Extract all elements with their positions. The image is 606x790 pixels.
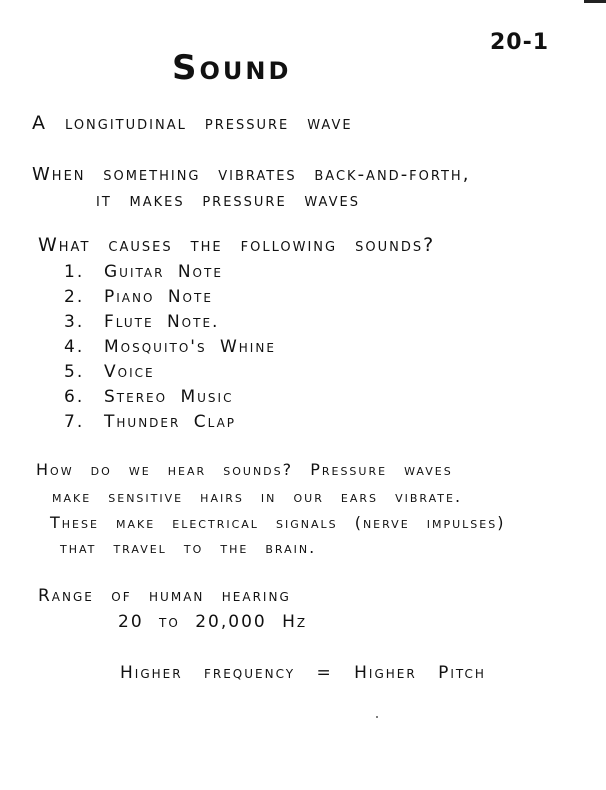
list-item [64, 412, 276, 437]
list-item [64, 387, 276, 412]
hearing-line-4: that travel to the brain. [60, 538, 317, 557]
page-number: 20-1 [490, 30, 550, 55]
list-number: 1. [64, 262, 85, 282]
definition-text: A longitudinal pressure wave [32, 112, 353, 134]
vibration-line-2: it makes pressure waves [96, 190, 360, 211]
vibration-line-1: When something vibrates back-and-forth, [32, 164, 471, 185]
list-item [64, 262, 276, 287]
list-number: 7. [64, 412, 85, 432]
list-item [64, 287, 276, 312]
list-item [64, 362, 276, 387]
list-number: 4. [64, 337, 85, 357]
scan-speck [376, 716, 378, 718]
hearing-range-value: 20 to 20,000 Hz [118, 612, 308, 632]
page-title: Sound [172, 48, 292, 88]
list-label: Mosquito's Whine [104, 337, 276, 357]
list-number: 3. [64, 312, 85, 332]
list-item [64, 312, 276, 337]
hearing-line-3: These make electrical signals (nerve impulses) [50, 513, 506, 532]
list-label: Flute Note. [104, 312, 220, 332]
corner-mark [584, 0, 606, 3]
list-label: Thunder Clap [104, 412, 237, 432]
list-number: 2. [64, 287, 85, 307]
list-number: 5. [64, 362, 85, 382]
hearing-line-2: make sensitive hairs in our ears vibrate. [52, 487, 463, 506]
pitch-rule: Higher frequency = Higher Pitch [120, 663, 486, 683]
list-label: Piano Note [104, 287, 213, 307]
sounds-list [64, 262, 276, 437]
list-item [64, 337, 276, 362]
list-label: Stereo Music [104, 387, 234, 407]
hearing-range-label: Range of human hearing [38, 586, 291, 606]
list-number: 6. [64, 387, 85, 407]
list-label: Guitar Note [104, 262, 223, 282]
sounds-question: What causes the following sounds? [38, 234, 436, 256]
hearing-line-1: How do we hear sounds? Pressure waves [36, 460, 453, 479]
list-label: Voice [104, 362, 155, 382]
